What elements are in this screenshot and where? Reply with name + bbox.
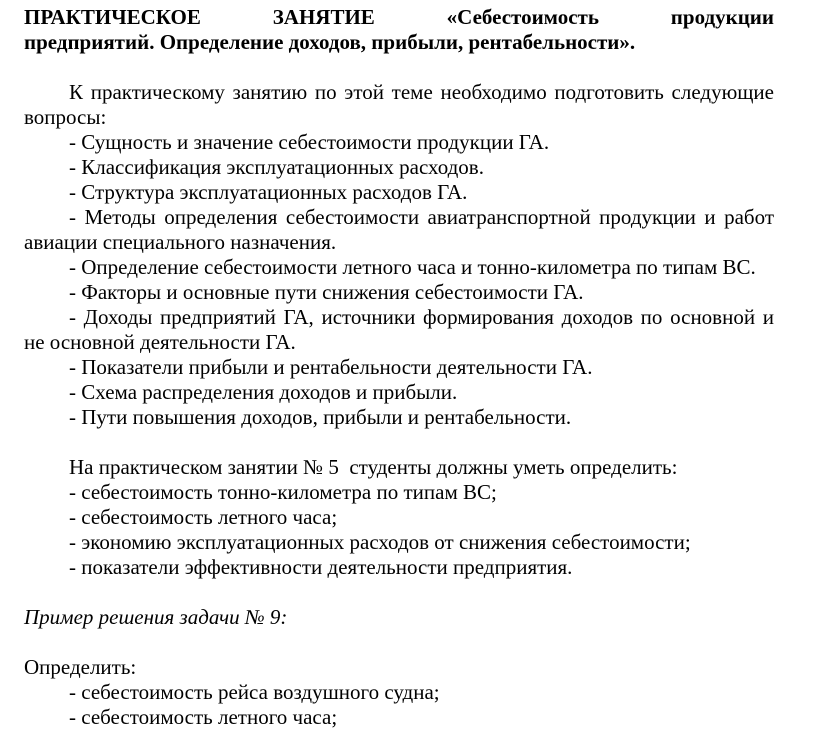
- question-item: - Схема распределения доходов и прибыли.: [69, 380, 458, 404]
- spacer: [24, 580, 774, 605]
- document-page: [24, 0, 774, 730]
- question-item: - Факторы и основные пути снижения себестоимости ГА.: [69, 280, 584, 304]
- skill-item: - себестоимость тонно-километра по типам ВС;: [69, 480, 497, 504]
- skill-item: - экономию эксплуатационных расходов от снижения себестоимости;: [69, 530, 691, 554]
- title-line-2: предприятий. Определение доходов, прибыли, рентабельности».: [24, 30, 636, 54]
- title-line-1: ПРАКТИЧЕСКОЕ ЗАНЯТИЕ «Себестоимость продукции: [24, 5, 774, 29]
- spacer: [24, 630, 774, 655]
- skills-list: [24, 480, 774, 580]
- skills-intro: На практическом занятии № 5 студенты должны уметь определить:: [69, 455, 678, 479]
- question-item: - Определение себестоимости летного часа и тонно-километра по типам ВС.: [69, 255, 756, 279]
- intro-paragraph: К практическому занятию по этой теме необходимо подготовить следующие вопросы:: [24, 80, 774, 129]
- skill-item: - показатели эффективности деятельности предприятия.: [69, 555, 573, 579]
- determine-item: - себестоимость летного часа;: [69, 705, 338, 729]
- spacer: [24, 430, 774, 455]
- question-item: - Структура эксплуатационных расходов ГА.: [69, 180, 468, 204]
- determine-list: [24, 680, 774, 730]
- page-title: [24, 0, 774, 55]
- question-item: - Сущность и значение себестоимости продукции ГА.: [69, 130, 550, 154]
- question-item: - Доходы предприятий ГА, источники формирования доходов по основной и не основной деятельности ГА.: [24, 305, 774, 354]
- determine-label: Определить:: [24, 655, 137, 679]
- spacer: [24, 55, 774, 80]
- questions-list: [24, 130, 774, 430]
- question-item: - Пути повышения доходов, прибыли и рентабельности.: [69, 405, 572, 429]
- question-item: - Показатели прибыли и рентабельности деятельности ГА.: [69, 355, 593, 379]
- determine-item: - себестоимость рейса воздушного судна;: [69, 680, 440, 704]
- skill-item: - себестоимость летного часа;: [69, 505, 338, 529]
- question-item: - Методы определения себестоимости авиатранспортной продукции и работ авиации специального назначения.: [24, 205, 774, 254]
- question-item: - Классификация эксплуатационных расходов.: [69, 155, 484, 179]
- example-heading: Пример решения задачи № 9:: [24, 605, 288, 629]
